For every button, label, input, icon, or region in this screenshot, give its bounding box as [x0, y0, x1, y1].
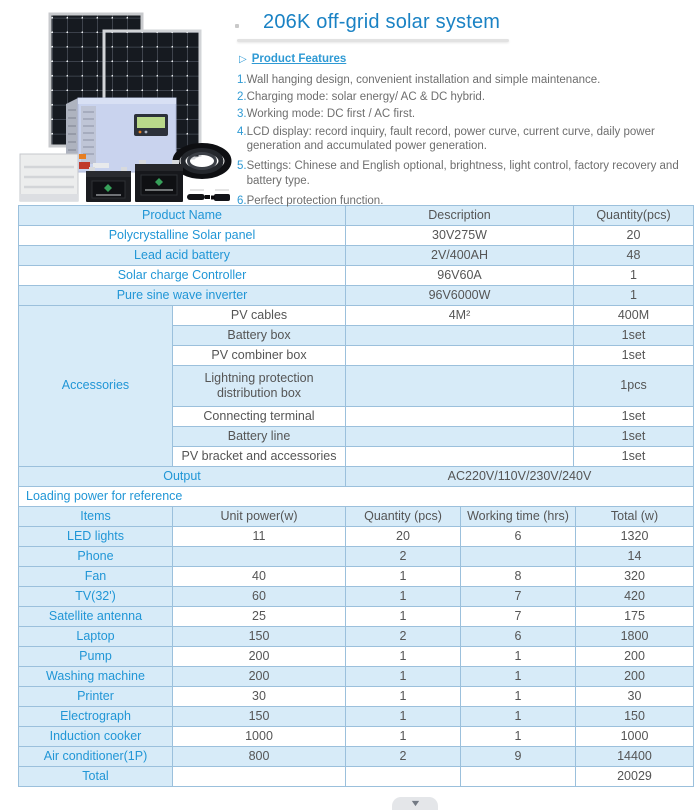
battery-right: [135, 160, 183, 202]
table-row: Laptop 150 2 6 1800: [19, 627, 694, 647]
table-row: Connecting terminal 1set: [19, 407, 694, 427]
inverter: [66, 98, 176, 172]
table-row: Lightning protection distribution box 1pcs: [19, 366, 694, 407]
feature-item: 4. LCD display: record inquiry, fault record, power curve, current curve, daily power generation and accumulated power generation.: [237, 125, 655, 153]
feature-item: 2. Charging mode: solar energy/ AC & DC hybrid.: [237, 91, 486, 104]
product-spec-table: [18, 205, 694, 507]
total-row: Total 20029: [19, 767, 694, 787]
column-header: Items: [19, 507, 173, 527]
feature-item: 3. Working mode: DC first / AC first.: [237, 108, 416, 121]
table-row: Printer 30 1 1 30: [19, 687, 694, 707]
output-label: Output: [19, 467, 346, 487]
table-row: Fan 40 1 8 320: [19, 567, 694, 587]
scroll-down-tab[interactable]: [392, 797, 438, 810]
column-header: Quantity (pcs): [346, 507, 461, 527]
table-row: Air conditioner(1P) 800 2 9 14400: [19, 747, 694, 767]
table-row: Accessories PV cables 4M² 400M: [19, 306, 694, 326]
table-row: Phone 2 14: [19, 547, 694, 567]
page-header: [0, 0, 700, 205]
output-value: AC220V/110V/230V/240V: [346, 467, 694, 487]
battery-left: [86, 167, 131, 202]
table-row: LED lights 11 20 6 1320: [19, 527, 694, 547]
page-title: 206K off-grid solar system: [263, 11, 501, 33]
table-row: Pump 200 1 1 200: [19, 647, 694, 667]
table-row: Pure sine wave inverter 96V6000W 1: [19, 286, 694, 306]
product-photo: [8, 4, 236, 204]
column-header: Unit power(w): [173, 507, 346, 527]
table-row: PV bracket and accessories 1set: [19, 447, 694, 467]
product-features-link[interactable]: ▷ Product Features: [239, 53, 347, 65]
table-row: Battery line 1set: [19, 427, 694, 447]
column-header: Product Name: [19, 206, 346, 226]
table-row: PV combiner box 1set: [19, 346, 694, 366]
feature-item: 6. Perfect protection function.: [237, 194, 384, 207]
section-row: [19, 487, 694, 507]
table-row: TV(32') 60 1 7 420: [19, 587, 694, 607]
chevron-down-icon: ▼: [408, 798, 422, 808]
output-row: [19, 467, 694, 487]
feature-item: 1. Wall hanging design, convenient installation and simple maintenance.: [237, 74, 601, 86]
table-row: Battery box 1set: [19, 326, 694, 346]
table-row: Solar charge Controller 96V60A 1: [19, 266, 694, 286]
triangle-right-icon: ▷: [239, 54, 247, 65]
table-row: Polycrystalline Solar panel 30V275W 20: [19, 226, 694, 246]
battery-box-cabinet: [20, 154, 78, 201]
table-row: Induction cooker 1000 1 1 1000: [19, 727, 694, 747]
mc4-connectors: [187, 190, 230, 201]
column-header: Quantity(pcs): [574, 206, 694, 226]
table-row: Washing machine 200 1 1 200: [19, 667, 694, 687]
loading-section-label: Loading power for reference: [19, 487, 694, 507]
feature-item: 5. Settings: Chinese and English optional, brightness, light control, factory recovery and battery type.: [237, 160, 679, 187]
loading-power-table: [18, 506, 694, 787]
column-header: Working time (hrs): [461, 507, 576, 527]
table-row: Satellite antenna 25 1 7 175: [19, 607, 694, 627]
column-header: Description: [346, 206, 574, 226]
table-header-row: [19, 507, 694, 527]
column-header: Total (w): [576, 507, 694, 527]
accessories-group-label: Accessories: [19, 306, 173, 467]
table-row: Lead acid battery 2V/400AH 48: [19, 246, 694, 266]
bullet-mark: [235, 24, 239, 28]
title-underline: [237, 39, 509, 42]
table-row: Electrograph 150 1 1 150: [19, 707, 694, 727]
